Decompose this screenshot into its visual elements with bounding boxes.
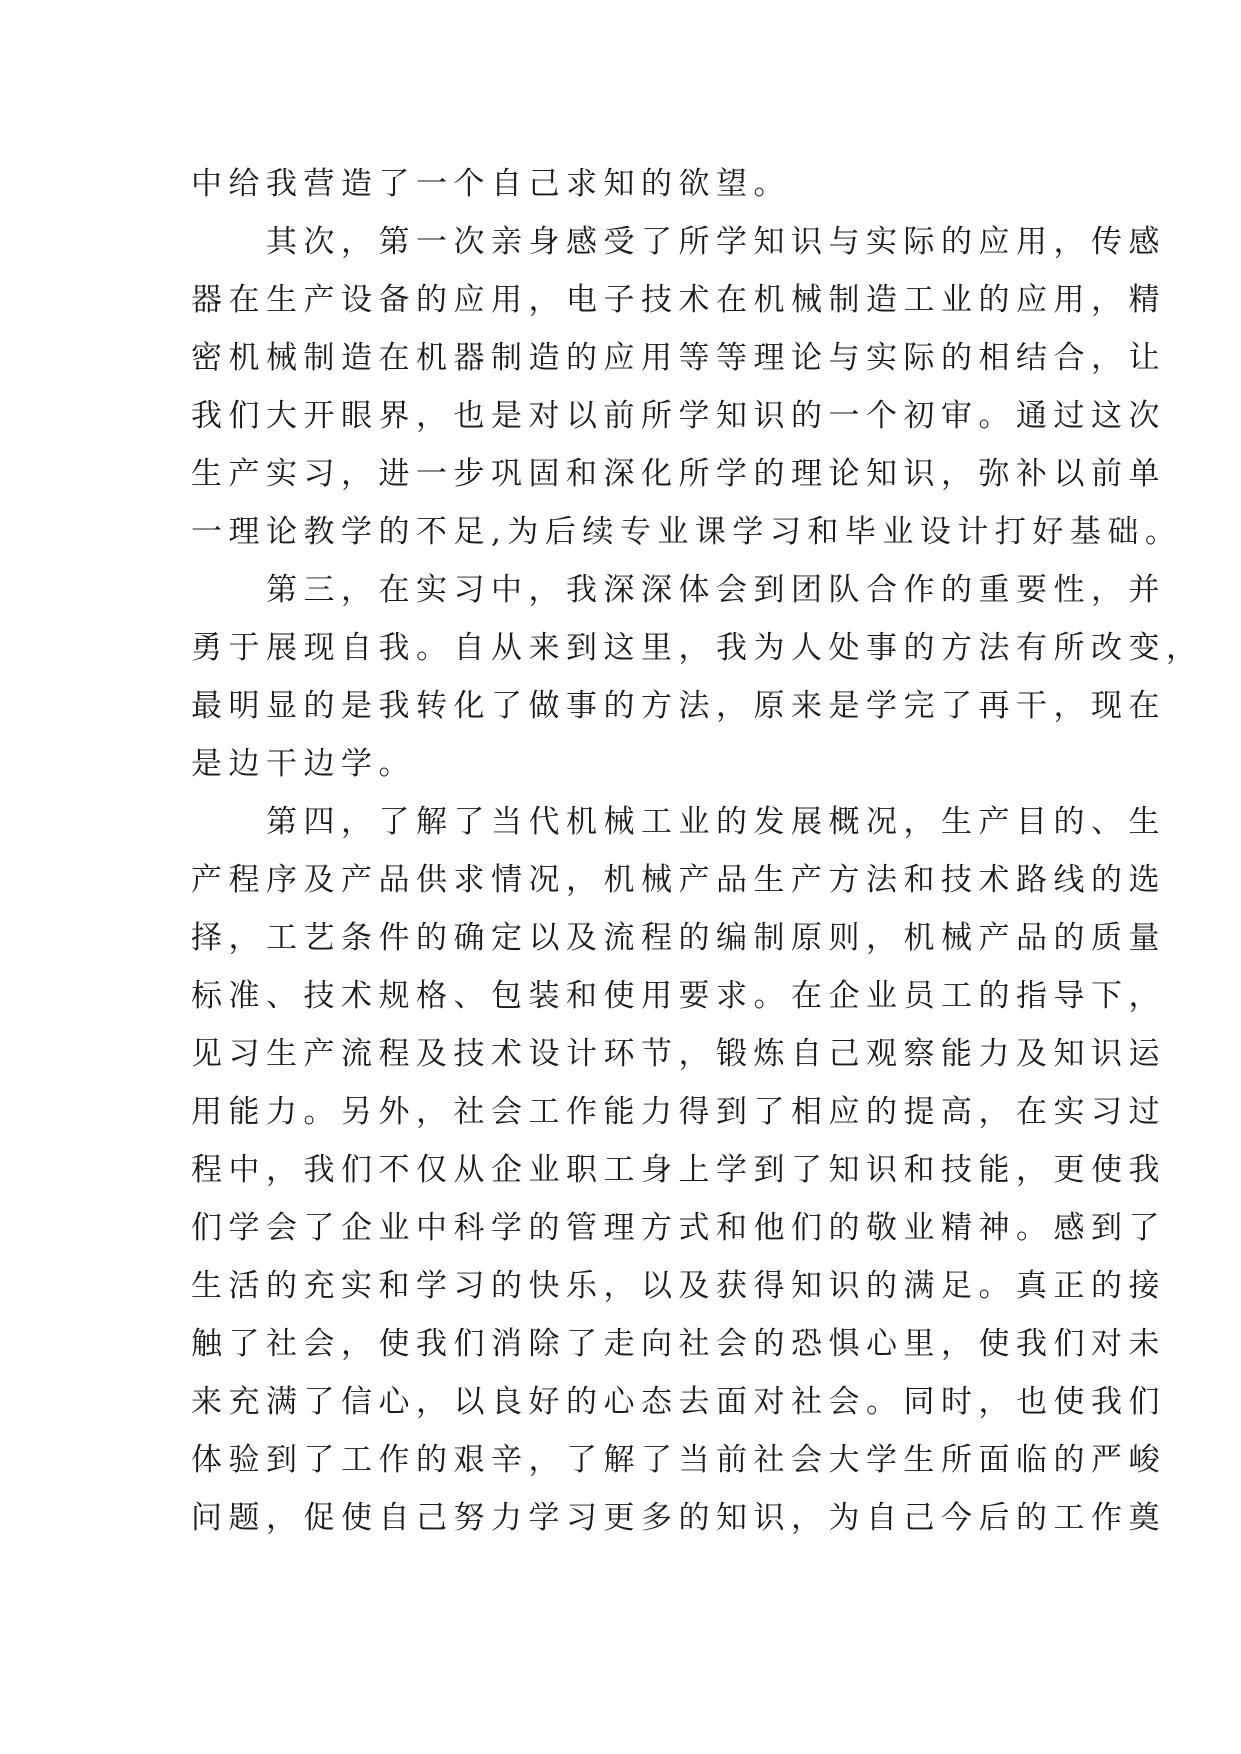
text-line: 其次，第一次亲身感受了所学知识与实际的应用，传感	[191, 224, 1166, 260]
text-line: 标准、技术规格、包装和使用要求。在企业员工的指导下，	[191, 978, 1166, 1014]
text-line: 见习生产流程及技术设计环节，锻炼自己观察能力及知识运	[191, 1036, 1166, 1072]
text-line: 程中，我们不仅从企业职工身上学到了知识和技能，更使我	[191, 1152, 1166, 1188]
text-line: 产程序及产品供求情况，机械产品生产方法和技术路线的选	[191, 862, 1166, 898]
text-line: 密机械制造在机器制造的应用等等理论与实际的相结合，让	[191, 340, 1166, 376]
text-line: 问题，促使自己努力学习更多的知识，为自己今后的工作奠	[191, 1500, 1166, 1536]
text-line: 我们大开眼界，也是对以前所学知识的一个初审。通过这次	[191, 398, 1166, 434]
text-line: 体验到了工作的艰辛，了解了当前社会大学生所面临的严峻	[191, 1442, 1166, 1478]
text-line: 择，工艺条件的确定以及流程的编制原则，机械产品的质量	[191, 920, 1166, 956]
text-line: 是边干边学。	[191, 746, 416, 782]
text-line: 来充满了信心，以良好的心态去面对社会。同时，也使我们	[191, 1384, 1166, 1420]
text-line: 第三，在实习中，我深深体会到团队合作的重要性，并	[191, 572, 1166, 608]
body-text	[191, 155, 1204, 1547]
text-line: 器在生产设备的应用，电子技术在机械制造工业的应用，精	[191, 282, 1166, 318]
text-line: 们学会了企业中科学的管理方式和他们的敬业精神。感到了	[191, 1210, 1166, 1246]
text-line: 一理论教学的不足,为后续专业课学习和毕业设计打好基础。	[191, 514, 1183, 550]
text-line: 最明显的是我转化了做事的方法，原来是学完了再干，现在	[191, 688, 1166, 724]
text-line: 生产实习，进一步巩固和深化所学的理论知识，弥补以前单	[191, 456, 1166, 492]
text-line: 勇于展现自我。自从来到这里，我为人处事的方法有所改变，	[191, 630, 1204, 666]
text-line: 第四，了解了当代机械工业的发展概况，生产目的、生	[191, 804, 1166, 840]
text-line: 生活的充实和学习的快乐，以及获得知识的满足。真正的接	[191, 1268, 1166, 1304]
text-line: 触了社会，使我们消除了走向社会的恐惧心里，使我们对未	[191, 1326, 1166, 1362]
text-line: 用能力。另外，社会工作能力得到了相应的提高，在实习过	[191, 1094, 1166, 1130]
text-line: 中给我营造了一个自己求知的欲望。	[191, 166, 791, 202]
